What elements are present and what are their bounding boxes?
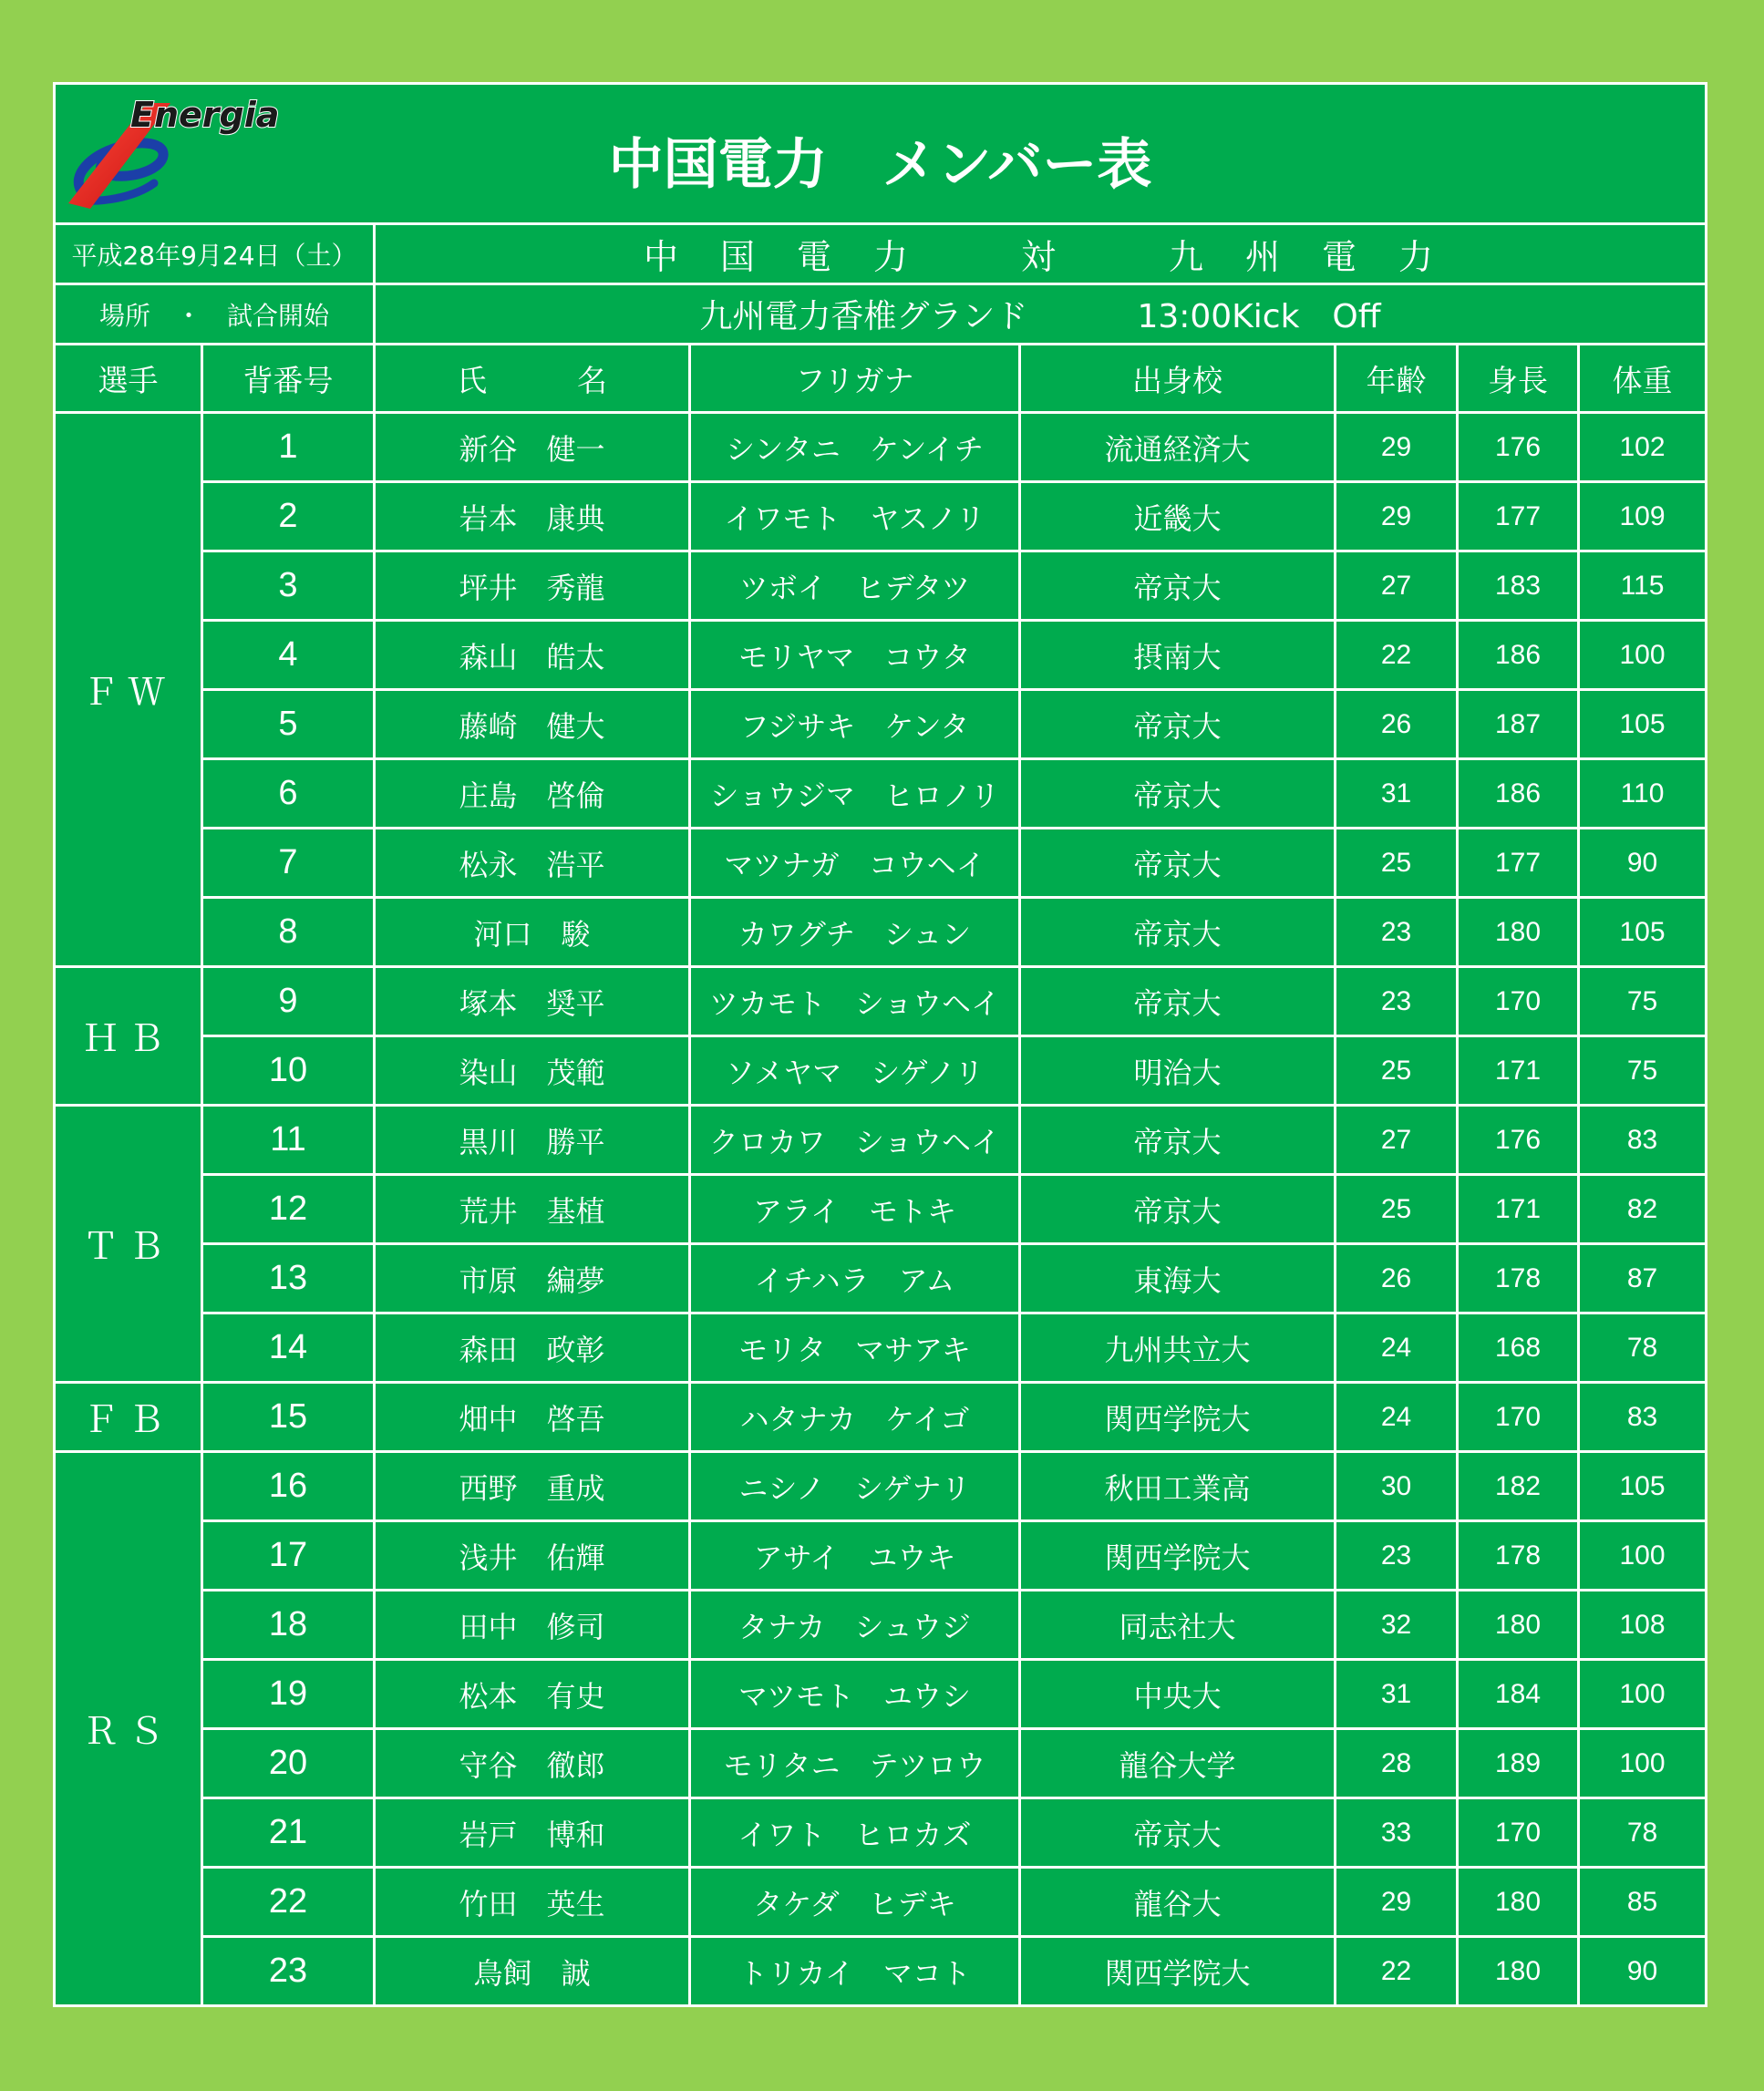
player-school: 中央大 (1020, 1660, 1336, 1729)
player-kana: モリヤマ コウタ (690, 621, 1020, 690)
player-row (55, 898, 1707, 967)
player-age: 28 (1336, 1729, 1458, 1798)
player-number: 19 (202, 1660, 375, 1729)
player-height: 182 (1458, 1452, 1579, 1521)
player-name: 塚本 奨平 (375, 967, 690, 1036)
player-name: 市原 編夢 (375, 1244, 690, 1313)
player-row (55, 1452, 1707, 1521)
player-number: 11 (202, 1106, 375, 1175)
title-cell (55, 84, 1707, 224)
position-group: ＦＷ (55, 413, 202, 967)
header-name: 氏 名 (375, 345, 690, 413)
player-weight: 100 (1579, 1521, 1707, 1591)
player-row (55, 1729, 1707, 1798)
player-height: 176 (1458, 1106, 1579, 1175)
player-number: 21 (202, 1798, 375, 1868)
player-kana: アサイ ユウキ (690, 1521, 1020, 1591)
player-name: 森山 皓太 (375, 621, 690, 690)
player-number: 1 (202, 413, 375, 482)
player-number: 8 (202, 898, 375, 967)
player-name: 岩本 康典 (375, 482, 690, 551)
player-school: 帝京大 (1020, 898, 1336, 967)
player-school: 帝京大 (1020, 1798, 1336, 1868)
player-row (55, 1798, 1707, 1868)
player-school: 近畿大 (1020, 482, 1336, 551)
player-kana: シンタニ ケンイチ (690, 413, 1020, 482)
player-age: 29 (1336, 413, 1458, 482)
player-height: 183 (1458, 551, 1579, 621)
player-age: 29 (1336, 1868, 1458, 1937)
player-name: 森田 政彰 (375, 1313, 690, 1383)
player-kana: イワモト ヤスノリ (690, 482, 1020, 551)
player-school: 秋田工業高 (1020, 1452, 1336, 1521)
player-weight: 83 (1579, 1383, 1707, 1452)
home-team: 中 国 電 力 (643, 237, 912, 277)
player-school: 摂南大 (1020, 621, 1336, 690)
player-row (55, 1244, 1707, 1313)
player-row (55, 1591, 1707, 1660)
venue-place: 九州電力香椎グランド (699, 298, 1028, 335)
player-row (55, 482, 1707, 551)
player-age: 25 (1336, 1036, 1458, 1106)
player-row (55, 1383, 1707, 1452)
player-weight: 78 (1579, 1798, 1707, 1868)
player-kana: タナカ シュウジ (690, 1591, 1020, 1660)
player-height: 184 (1458, 1660, 1579, 1729)
player-school: 同志社大 (1020, 1591, 1336, 1660)
player-row (55, 1868, 1707, 1937)
player-number: 5 (202, 690, 375, 759)
player-row (55, 967, 1707, 1036)
player-name: 守谷 徹郎 (375, 1729, 690, 1798)
player-row (55, 690, 1707, 759)
player-name: 河口 駿 (375, 898, 690, 967)
player-height: 189 (1458, 1729, 1579, 1798)
player-number: 2 (202, 482, 375, 551)
player-age: 23 (1336, 898, 1458, 967)
player-number: 12 (202, 1175, 375, 1244)
player-school: 帝京大 (1020, 690, 1336, 759)
player-name: 新谷 健一 (375, 413, 690, 482)
player-height: 168 (1458, 1313, 1579, 1383)
player-name: 岩戸 博和 (375, 1798, 690, 1868)
player-row (55, 1313, 1707, 1383)
player-number: 22 (202, 1868, 375, 1937)
vs-label: 対 (1020, 237, 1059, 277)
player-number: 20 (202, 1729, 375, 1798)
player-school: 龍谷大学 (1020, 1729, 1336, 1798)
position-group: ＲＳ (55, 1452, 202, 2006)
venue-info (375, 284, 1707, 345)
match-date: 平成28年9月24日（土） (55, 224, 375, 284)
player-height: 178 (1458, 1521, 1579, 1591)
player-number: 6 (202, 759, 375, 829)
player-row (55, 413, 1707, 482)
kickoff-time: 13:00Kick Off (1137, 298, 1381, 335)
player-weight: 75 (1579, 967, 1707, 1036)
player-school: 流通経済大 (1020, 413, 1336, 482)
player-school: 帝京大 (1020, 551, 1336, 621)
player-name: 黒川 勝平 (375, 1106, 690, 1175)
header-kana: フリガナ (690, 345, 1020, 413)
player-school: 東海大 (1020, 1244, 1336, 1313)
player-kana: マツモト ユウシ (690, 1660, 1020, 1729)
player-kana: ショウジマ ヒロノリ (690, 759, 1020, 829)
player-school: 帝京大 (1020, 967, 1336, 1036)
player-number: 18 (202, 1591, 375, 1660)
header-height: 身長 (1458, 345, 1579, 413)
svg-text:Energia: Energia (130, 95, 280, 135)
player-number: 4 (202, 621, 375, 690)
player-weight: 108 (1579, 1591, 1707, 1660)
player-kana: アライ モトキ (690, 1175, 1020, 1244)
player-school: 帝京大 (1020, 759, 1336, 829)
player-weight: 90 (1579, 829, 1707, 898)
player-number: 23 (202, 1937, 375, 2006)
player-name: 浅井 佑輝 (375, 1521, 690, 1591)
player-age: 25 (1336, 829, 1458, 898)
player-school: 関西学院大 (1020, 1383, 1336, 1452)
player-weight: 82 (1579, 1175, 1707, 1244)
player-kana: イチハラ アム (690, 1244, 1020, 1313)
player-height: 170 (1458, 967, 1579, 1036)
player-age: 31 (1336, 1660, 1458, 1729)
player-age: 27 (1336, 1106, 1458, 1175)
player-weight: 105 (1579, 898, 1707, 967)
player-height: 177 (1458, 482, 1579, 551)
player-age: 29 (1336, 482, 1458, 551)
player-weight: 109 (1579, 482, 1707, 551)
player-name: 庄島 啓倫 (375, 759, 690, 829)
header-position: 選手 (55, 345, 202, 413)
player-weight: 78 (1579, 1313, 1707, 1383)
player-weight: 105 (1579, 690, 1707, 759)
player-kana: カワグチ シュン (690, 898, 1020, 967)
player-row (55, 1660, 1707, 1729)
player-weight: 115 (1579, 551, 1707, 621)
player-school: 帝京大 (1020, 1175, 1336, 1244)
player-number: 9 (202, 967, 375, 1036)
player-name: 荒井 基植 (375, 1175, 690, 1244)
header-school: 出身校 (1020, 345, 1336, 413)
player-height: 180 (1458, 1868, 1579, 1937)
player-kana: タケダ ヒデキ (690, 1868, 1020, 1937)
player-name: 坪井 秀龍 (375, 551, 690, 621)
player-kana: クロカワ ショウヘイ (690, 1106, 1020, 1175)
player-height: 176 (1458, 413, 1579, 482)
player-age: 31 (1336, 759, 1458, 829)
player-number: 7 (202, 829, 375, 898)
player-number: 16 (202, 1452, 375, 1521)
player-row (55, 1937, 1707, 2006)
page-title: 中国電力 メンバー表 (608, 133, 1152, 197)
player-age: 27 (1336, 551, 1458, 621)
player-name: 竹田 英生 (375, 1868, 690, 1937)
player-age: 33 (1336, 1798, 1458, 1868)
player-row (55, 551, 1707, 621)
player-height: 177 (1458, 829, 1579, 898)
player-age: 23 (1336, 967, 1458, 1036)
player-row (55, 829, 1707, 898)
player-height: 178 (1458, 1244, 1579, 1313)
player-height: 187 (1458, 690, 1579, 759)
player-row (55, 1036, 1707, 1106)
member-table (53, 82, 1707, 2007)
player-number: 15 (202, 1383, 375, 1452)
player-weight: 102 (1579, 413, 1707, 482)
member-sheet (53, 82, 1705, 2005)
player-height: 170 (1458, 1383, 1579, 1452)
player-kana: トリカイ マコト (690, 1937, 1020, 2006)
player-number: 3 (202, 551, 375, 621)
player-name: 松永 浩平 (375, 829, 690, 898)
player-kana: ツボイ ヒデタツ (690, 551, 1020, 621)
player-row (55, 759, 1707, 829)
player-row (55, 1521, 1707, 1591)
player-age: 22 (1336, 621, 1458, 690)
position-group: ＨＢ (55, 967, 202, 1106)
player-age: 30 (1336, 1452, 1458, 1521)
player-height: 180 (1458, 898, 1579, 967)
player-kana: モリタ マサアキ (690, 1313, 1020, 1383)
away-team: 九 州 電 力 (1169, 237, 1438, 277)
player-weight: 100 (1579, 1729, 1707, 1798)
player-row (55, 1175, 1707, 1244)
player-number: 17 (202, 1521, 375, 1591)
header-weight: 体重 (1579, 345, 1707, 413)
player-age: 24 (1336, 1383, 1458, 1452)
player-kana: モリタニ テツロウ (690, 1729, 1020, 1798)
player-name: 田中 修司 (375, 1591, 690, 1660)
player-weight: 87 (1579, 1244, 1707, 1313)
player-age: 26 (1336, 690, 1458, 759)
player-weight: 75 (1579, 1036, 1707, 1106)
player-school: 九州共立大 (1020, 1313, 1336, 1383)
player-row (55, 1106, 1707, 1175)
player-kana: ハタナカ ケイゴ (690, 1383, 1020, 1452)
player-name: 西野 重成 (375, 1452, 690, 1521)
header-number: 背番号 (202, 345, 375, 413)
player-age: 22 (1336, 1937, 1458, 2006)
venue-label: 場所 ・ 試合開始 (55, 284, 375, 345)
player-name: 染山 茂範 (375, 1036, 690, 1106)
player-kana: マツナガ コウヘイ (690, 829, 1020, 898)
player-kana: ニシノ シゲナリ (690, 1452, 1020, 1521)
player-number: 10 (202, 1036, 375, 1106)
player-age: 23 (1336, 1521, 1458, 1591)
player-kana: イワト ヒロカズ (690, 1798, 1020, 1868)
player-row (55, 621, 1707, 690)
player-school: 龍谷大 (1020, 1868, 1336, 1937)
player-age: 32 (1336, 1591, 1458, 1660)
player-name: 畑中 啓吾 (375, 1383, 690, 1452)
player-weight: 85 (1579, 1868, 1707, 1937)
player-school: 帝京大 (1020, 1106, 1336, 1175)
player-age: 25 (1336, 1175, 1458, 1244)
player-height: 170 (1458, 1798, 1579, 1868)
position-group: ＴＢ (55, 1106, 202, 1383)
player-height: 180 (1458, 1591, 1579, 1660)
player-school: 明治大 (1020, 1036, 1336, 1106)
player-age: 24 (1336, 1313, 1458, 1383)
player-weight: 90 (1579, 1937, 1707, 2006)
player-kana: フジサキ ケンタ (690, 690, 1020, 759)
player-height: 186 (1458, 759, 1579, 829)
player-school: 関西学院大 (1020, 1937, 1336, 2006)
player-school: 帝京大 (1020, 829, 1336, 898)
player-weight: 83 (1579, 1106, 1707, 1175)
player-weight: 105 (1579, 1452, 1707, 1521)
player-weight: 100 (1579, 621, 1707, 690)
position-group: ＦＢ (55, 1383, 202, 1452)
player-kana: ツカモト ショウヘイ (690, 967, 1020, 1036)
match-teams (375, 224, 1707, 284)
player-name: 鳥飼 誠 (375, 1937, 690, 2006)
header-age: 年齢 (1336, 345, 1458, 413)
player-kana: ソメヤマ シゲノリ (690, 1036, 1020, 1106)
player-number: 14 (202, 1313, 375, 1383)
player-height: 180 (1458, 1937, 1579, 2006)
player-number: 13 (202, 1244, 375, 1313)
player-height: 171 (1458, 1175, 1579, 1244)
player-height: 186 (1458, 621, 1579, 690)
player-school: 関西学院大 (1020, 1521, 1336, 1591)
player-age: 26 (1336, 1244, 1458, 1313)
player-name: 松本 有史 (375, 1660, 690, 1729)
player-weight: 100 (1579, 1660, 1707, 1729)
player-weight: 110 (1579, 759, 1707, 829)
player-height: 171 (1458, 1036, 1579, 1106)
player-name: 藤崎 健大 (375, 690, 690, 759)
